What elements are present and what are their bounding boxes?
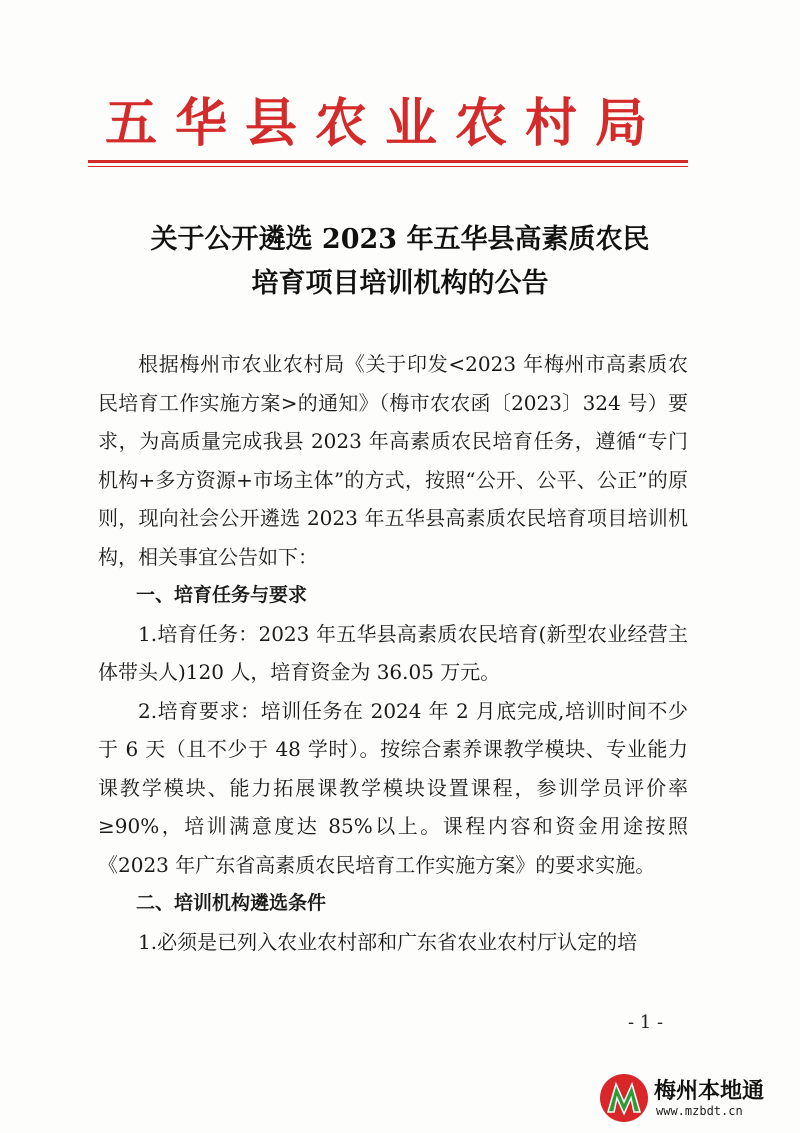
section-1-item-2: 2.培育要求：培训任务在 2024 年 2 月底完成,培训时间不少于 6 天（且不少于 48 学时）。按综合素养课教学模块、专业能力课教学模块、能力拓展课教学模块设置课程，参训学员评价率≥90%，培训满意度达 85%以上。课程内容和资金用途按照《2023 年广东省高素质农民培育工作实施方案》的要求实施。 xyxy=(98,698,688,877)
brand-name: 梅州本地通 xyxy=(654,1079,765,1104)
title-line-2: 培育项目培训机构的公告 xyxy=(251,268,549,299)
brand-url[interactable]: www.mzbdt.cn xyxy=(656,1104,743,1118)
header-rule-thick xyxy=(88,160,688,163)
title-line-1: 关于公开遴选 2023 年五华县高素质农民 xyxy=(150,224,650,255)
section-2-item-1: 1.必须是已列入农业农村部和广东省农业农村厅认定的培 xyxy=(138,929,638,954)
intro-paragraph: 根据梅州市农业农村局《关于印发<2023 年梅州市高素质农民培育工作实施方案>的通知》（梅市农农函〔2023〕324 号）要求，为高质量完成我县 2023 年高素质农民培育任务，遵循“专门机构+多方资源+市场主体”的方式，按照“公开、公平、公正”的原则，现向社会公开遴选 2023 年五华县高素质农民培育项目培训机构，相关事宜公告如下： xyxy=(98,352,688,569)
section-1-item-1: 1.培育任务：2023 年五华县高素质农民培育(新型农业经营主体带头人)120 人，培育资金为 36.05 万元。 xyxy=(98,621,688,684)
page-number: - 1 - xyxy=(628,1012,664,1033)
issuer-header: 五华县农业农村局 xyxy=(104,93,665,154)
document-title xyxy=(80,218,720,306)
document-body xyxy=(98,345,688,961)
section-1-heading: 一、培育任务与要求 xyxy=(136,584,308,606)
section-2-heading: 二、培训机构遴选条件 xyxy=(136,892,327,914)
brand-logo-icon xyxy=(598,1072,650,1124)
header-rule-thin xyxy=(88,166,688,167)
watermark-brand xyxy=(598,1072,794,1126)
